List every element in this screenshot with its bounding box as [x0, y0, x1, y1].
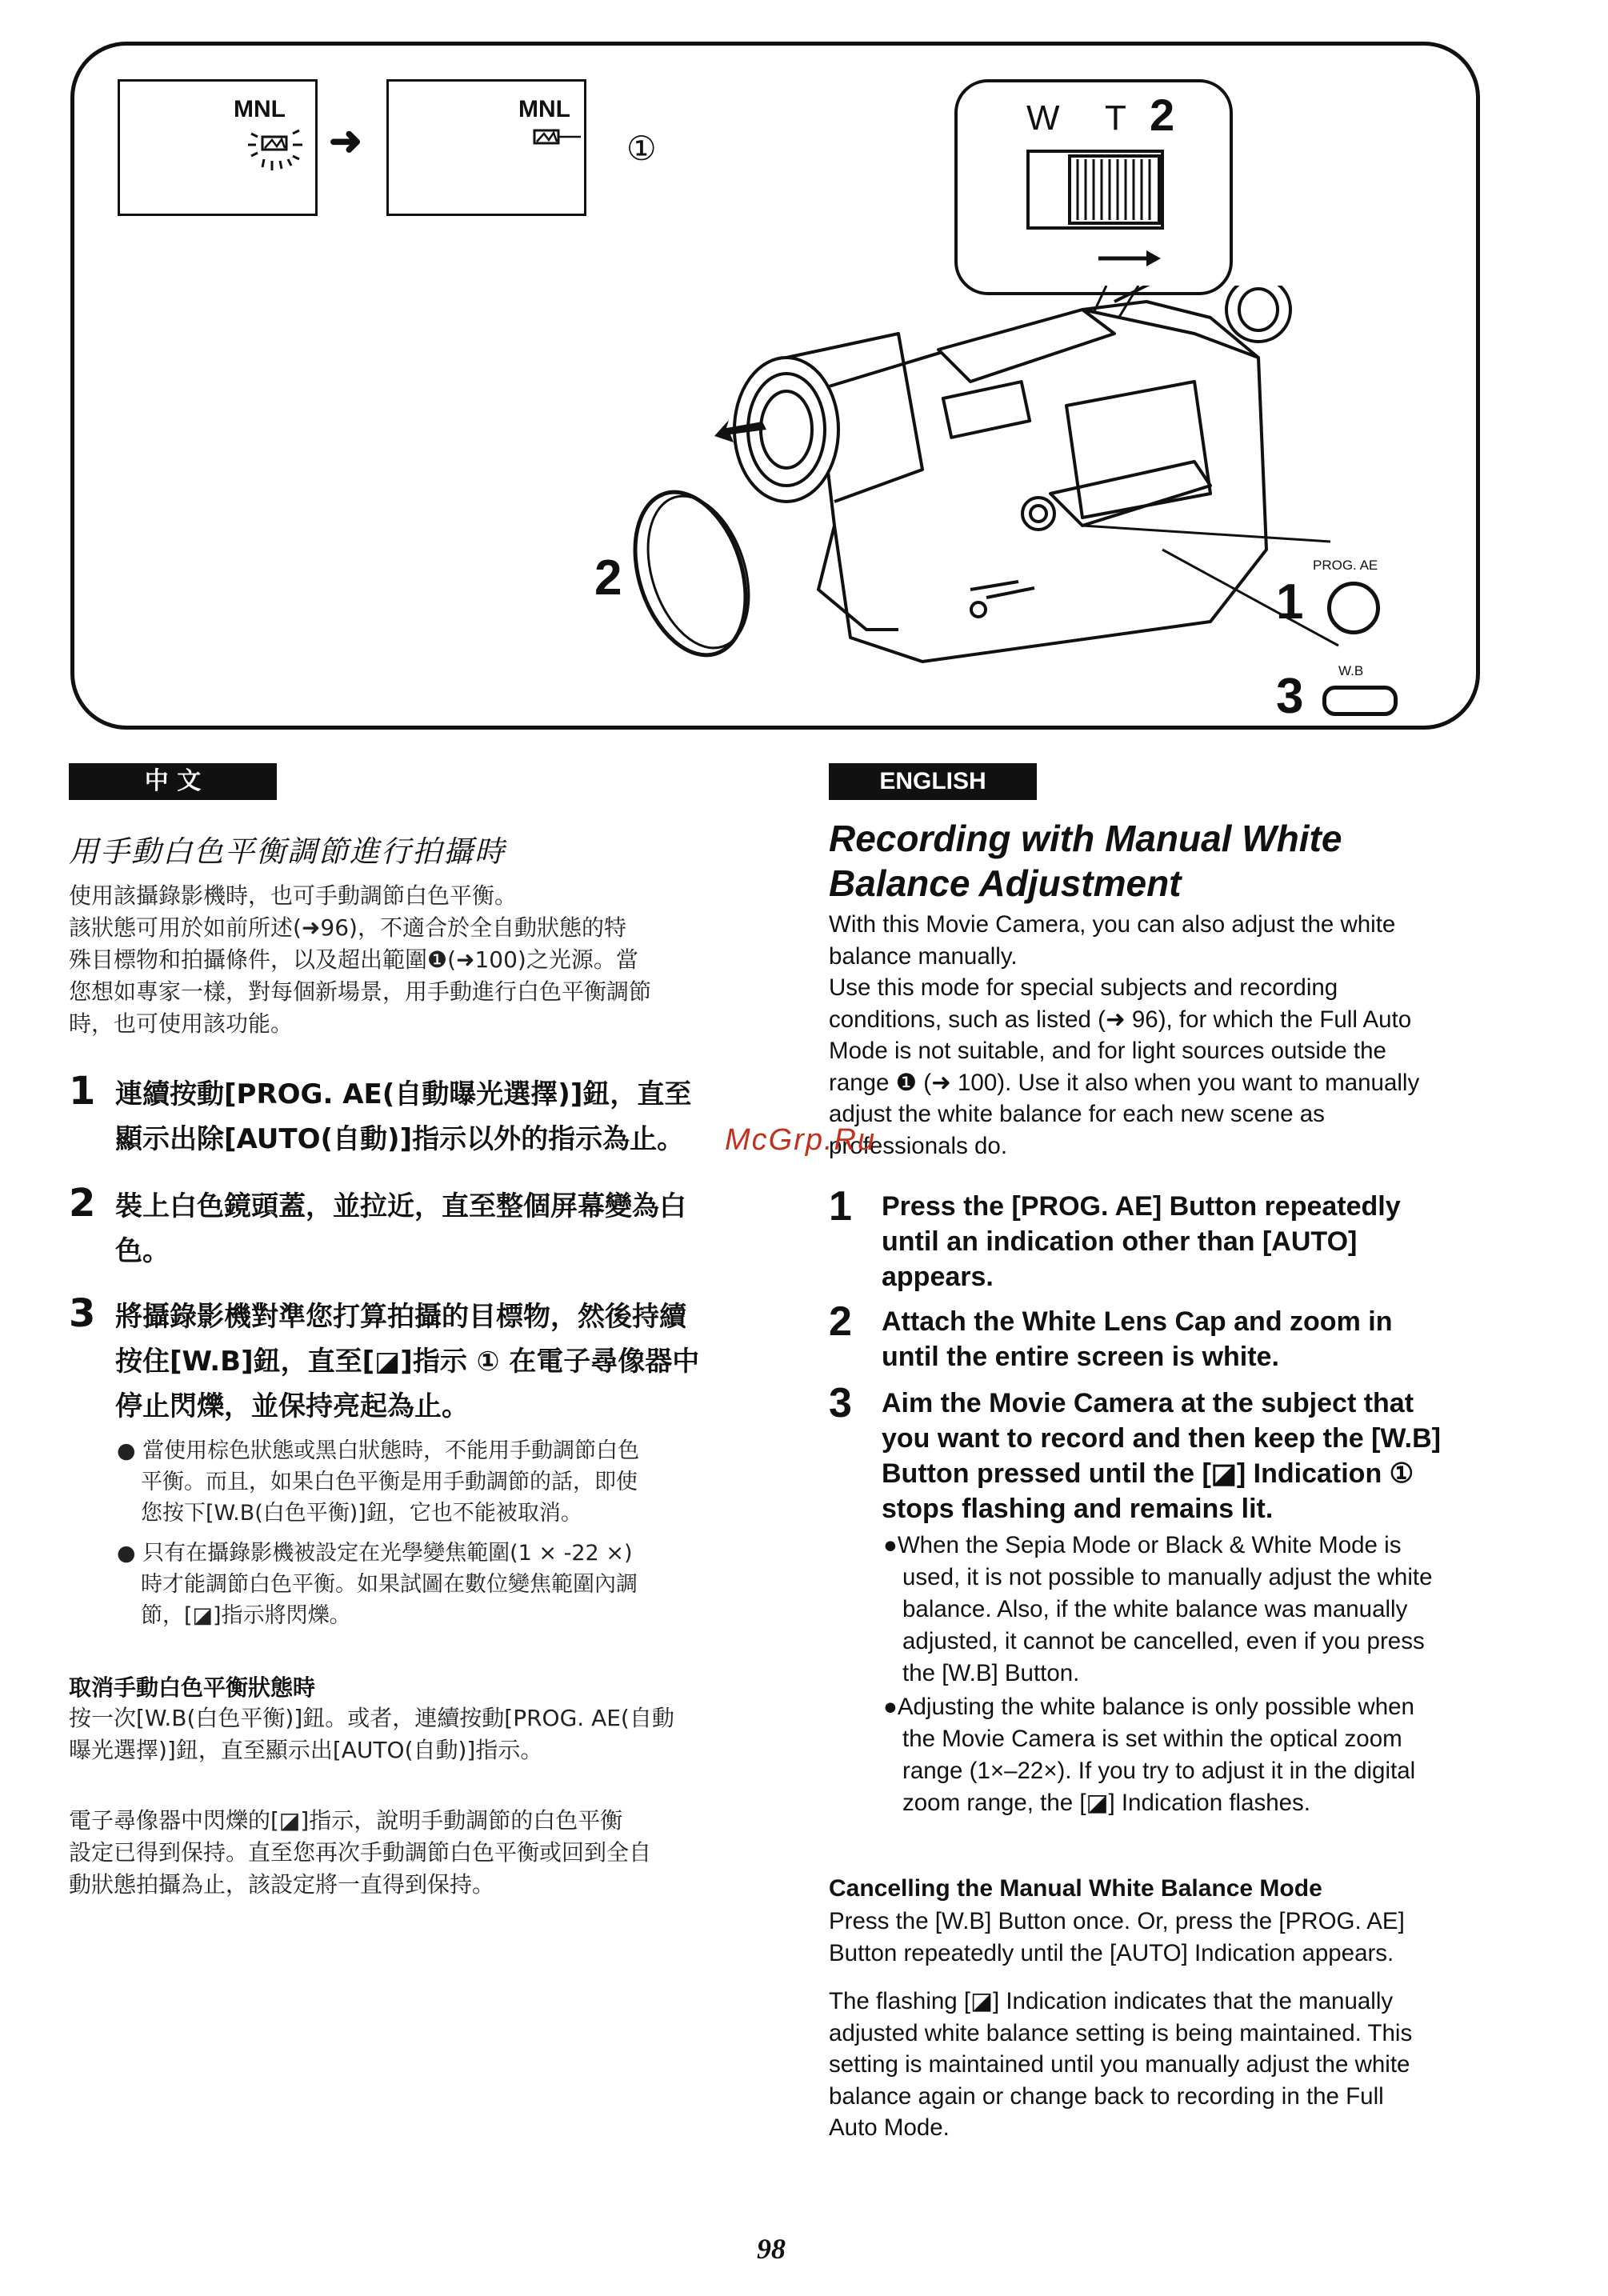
zh-note-line: 您按下[W.B(白色平衡)]鈕，它也不能被取消。: [141, 1501, 582, 1526]
step-number: 3: [69, 1291, 96, 1336]
en-note-line: adjusted, it cannot be cancelled, even if you press: [902, 1628, 1425, 1654]
zh-cancel-text: [69, 1702, 741, 1766]
en-note-line: the Movie Camera is set within the optical zoom: [902, 1726, 1402, 1752]
en-step-line: Press the [PROG. AE] Button repeatedly: [882, 1191, 1401, 1222]
white-balance-flashing-icon: [240, 126, 312, 182]
zh-step-line: 色。: [115, 1235, 170, 1267]
mnl-label: MNL: [518, 96, 570, 122]
zh-note-2: [117, 1538, 741, 1631]
en-cancel-line: Press the [W.B] Button once. Or, press the [PROG. AE]: [829, 1908, 1405, 1934]
en-flash-line: adjusted white balance setting is being maintained. This: [829, 2019, 1413, 2046]
zh-cancel-line: 按一次[W.B(白色平衡)]鈕。或者，連續按動[PROG. AE(自動: [69, 1705, 674, 1731]
en-step-line: appears.: [882, 1262, 994, 1292]
en-step-line: Aim the Movie Camera at the subject that: [882, 1388, 1414, 1418]
callout-1: ①: [626, 130, 657, 167]
zh-step-line: 將攝錄影機對準您打算拍攝的目標物，然後持續: [115, 1301, 686, 1333]
chinese-intro: [69, 880, 733, 1040]
chinese-title: 用手動白色平衡調節進行拍攝時: [69, 834, 506, 869]
step-number: 1: [69, 1069, 96, 1114]
viewfinder-display-flashing: [118, 79, 318, 216]
en-flash-line: Auto Mode.: [829, 2114, 950, 2141]
en-step-3: [829, 1380, 1565, 1526]
step-number: 2: [829, 1298, 852, 1345]
zoom-lever-icon[interactable]: [1025, 148, 1177, 276]
en-note-line: ●When the Sepia Mode or Black & White Mode is: [883, 1532, 1402, 1558]
mnl-label: MNL: [234, 96, 286, 122]
en-flash-line: balance again or change back to recording in the Full: [829, 2082, 1384, 2110]
english-intro: [829, 909, 1565, 1162]
zh-note-line: ● 當使用棕色狀態或黑白狀態時，不能用手動調節白色: [117, 1438, 640, 1463]
arrow-right-icon: ➜: [329, 118, 362, 163]
wb-button[interactable]: [1322, 686, 1398, 716]
en-note-line: ●Adjusting the white balance is only possible when: [883, 1694, 1414, 1720]
en-note-line: balance. Also, if the white balance was manually: [902, 1596, 1408, 1622]
en-title-line: Recording with Manual White: [829, 818, 1342, 859]
zh-flash-line: 動狀態拍攝為止，該設定將一直得到保持。: [69, 1871, 495, 1898]
zoom-w-label: W: [1026, 98, 1060, 138]
zh-note-line: ● 只有在攝錄影機被設定在光學變焦範圍(1 × -22 ×): [117, 1541, 633, 1566]
en-note-1: [883, 1530, 1571, 1690]
en-note-line: the [W.B] Button.: [902, 1660, 1080, 1686]
en-intro-line: conditions, such as listed (➜ 96), for which the Full Auto: [829, 1006, 1412, 1033]
zh-flash-line: 電子尋像器中閃爍的[◪]指示，說明手動調節的白色平衡: [69, 1807, 623, 1834]
en-step-line: until an indication other than [AUTO]: [882, 1226, 1358, 1257]
en-flash-line: The flashing [◪] Indication indicates that the manually: [829, 1988, 1394, 2014]
prog-ae-button[interactable]: [1327, 582, 1380, 634]
en-intro-line: professionals do.: [829, 1132, 1008, 1159]
step-number: 2: [69, 1181, 96, 1226]
step-2-zoom-number: 2: [1150, 90, 1175, 140]
white-balance-icon: [533, 126, 581, 150]
en-step-line: until the entire screen is white.: [882, 1342, 1279, 1372]
step-3-number: 3: [1276, 669, 1304, 724]
en-note-2: [883, 1691, 1571, 1819]
en-step-line: you want to record and then keep the [W.B]: [882, 1423, 1441, 1454]
section-tag-english: ENGLISH: [829, 763, 1037, 800]
zh-note-1: [117, 1435, 741, 1529]
step-number: 3: [829, 1380, 852, 1426]
zh-intro-line: 使用該攝錄影機時，也可手動調節白色平衡。: [69, 882, 518, 909]
en-note-line: used, it is not possible to manually adjust the white: [902, 1564, 1433, 1590]
zh-flash-text: [69, 1805, 741, 1901]
en-step-2: [829, 1298, 1565, 1374]
en-intro-line: Mode is not suitable, and for light sources outside the: [829, 1038, 1386, 1064]
watermark: McGrp.Ru: [725, 1123, 877, 1157]
illustration-frame: [70, 42, 1480, 730]
zoom-lever-inset: [954, 79, 1233, 295]
en-intro-line: range ❶ (➜ 100). Use it also when you want to manually: [829, 1069, 1420, 1096]
zh-cancel-line: 曝光選擇)]鈕，直至顯示出[AUTO(自動)]指示。: [69, 1737, 543, 1763]
en-step-line: Attach the White Lens Cap and zoom in: [882, 1306, 1393, 1337]
english-title: [829, 816, 1565, 906]
zh-step-line: 裝上白色鏡頭蓋，並拉近，直至整個屏幕變為白: [115, 1190, 686, 1222]
zh-flash-line: 設定已得到保持。直至您再次手動調節白色平衡或回到全自: [69, 1839, 652, 1866]
step-1-number: 1: [1276, 574, 1304, 630]
zh-step-line: 連續按動[PROG. AE(自動曝光選擇)]鈕，直至: [115, 1078, 692, 1110]
section-tag-chinese: 中 文: [69, 763, 277, 800]
en-flash-text: [829, 1986, 1565, 2144]
en-intro-line: Use this mode for special subjects and recording: [829, 974, 1338, 1001]
step-number: 1: [829, 1183, 852, 1230]
zh-step-line: 按住[W.B]鈕，直至[◪]指示 ① 在電子尋像器中: [115, 1346, 700, 1378]
en-step-line: stops flashing and remains lit.: [882, 1494, 1274, 1524]
viewfinder-display-lit: [386, 79, 586, 216]
en-note-line: zoom range, the [◪] Indication flashes.: [902, 1790, 1310, 1816]
wb-label: W.B: [1338, 663, 1364, 678]
en-note-line: range (1×–22×). If you try to adjust it in the digital: [902, 1758, 1416, 1784]
en-intro-line: With this Movie Camera, you can also adjust the white: [829, 911, 1396, 938]
en-flash-line: setting is maintained until you manually adjust the white: [829, 2051, 1410, 2078]
zh-intro-line: 該狀態可用於如前所述(➜96)，不適合於全自動狀態的特: [69, 914, 626, 941]
prog-ae-label: PROG. AE: [1313, 558, 1378, 573]
zh-step-line: 停止閃爍，並保持亮起為止。: [115, 1390, 469, 1422]
zh-intro-line: 時，也可使用該功能。: [69, 1010, 294, 1037]
zh-step-line: 顯示出除[AUTO(自動)]指示以外的指示為止。: [115, 1123, 685, 1155]
zh-cancel-heading: 取消手動白色平衡狀態時: [69, 1674, 316, 1701]
zh-intro-line: 殊目標物和拍攝條件，以及超出範圍❶(➜100)之光源。當: [69, 946, 638, 973]
en-cancel-text: [829, 1906, 1565, 1969]
page-number: 98: [757, 2233, 786, 2265]
zh-note-line: 節，[◪]指示將閃爍。: [141, 1603, 351, 1628]
white-lens-cap: [626, 482, 754, 666]
zh-step-3: [69, 1291, 741, 1429]
step-2-lens-number: 2: [594, 550, 622, 606]
en-intro-line: adjust the white balance for each new scene as: [829, 1101, 1325, 1127]
zh-note-line: 時才能調節白色平衡。如果試圖在數位變焦範圍內調: [141, 1572, 638, 1597]
en-intro-line: balance manually.: [829, 942, 1018, 970]
zh-step-2: [69, 1181, 741, 1274]
en-title-line: Balance Adjustment: [829, 862, 1182, 904]
zh-step-1: [69, 1069, 741, 1162]
en-cancel-heading: Cancelling the Manual White Balance Mode: [829, 1875, 1322, 1902]
en-cancel-line: Button repeatedly until the [AUTO] Indication appears.: [829, 1939, 1394, 1966]
zh-intro-line: 您想如專家一樣，對每個新場景，用手動進行白色平衡調節: [69, 978, 652, 1005]
en-step-1: [829, 1183, 1565, 1294]
zoom-t-label: T: [1105, 98, 1126, 138]
zh-note-line: 平衡。而且，如果白色平衡是用手動調節的話，即使: [141, 1470, 638, 1494]
en-step-line: Button pressed until the [◪] Indication ①: [882, 1458, 1414, 1489]
